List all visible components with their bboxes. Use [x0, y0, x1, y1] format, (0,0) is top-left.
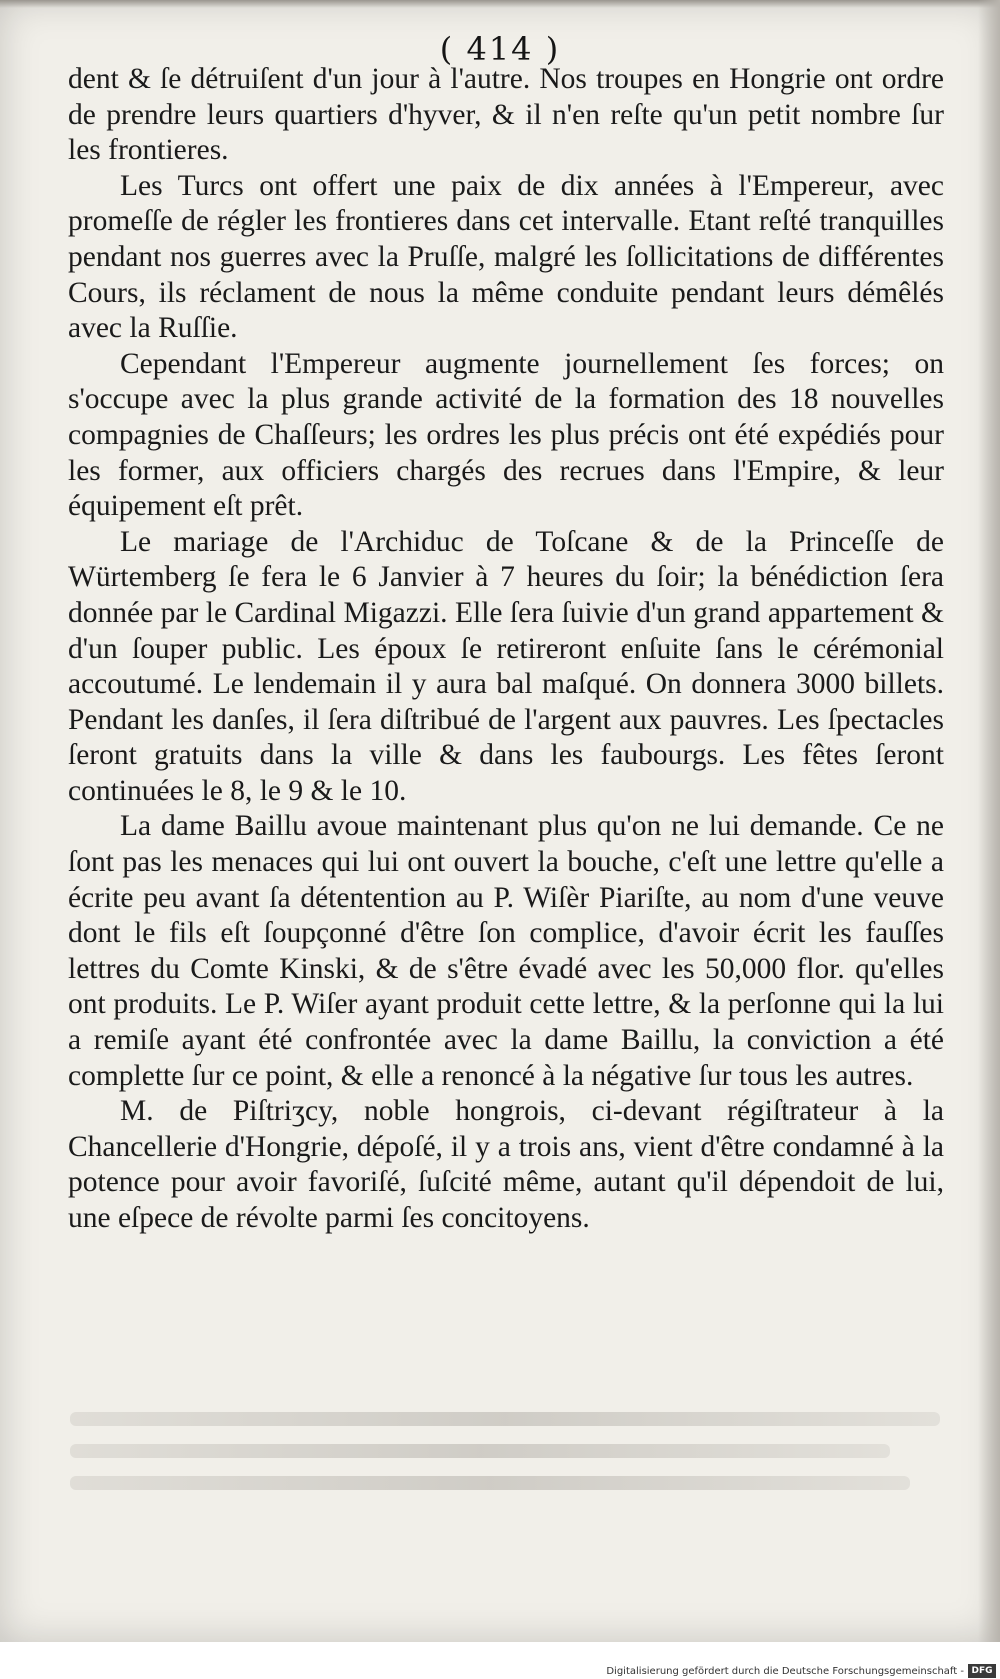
paragraph-2: Les Turcs ont offert une paix de dix années à l'Empereur, avec promeſſe de régler les frontieres dans cet intervalle. Etant reſté tranquilles pendant nos guerres avec la Pruſſe, malgré les ſollicitations de différentes Cours, ils réclament de nous la même conduite pendant leurs démêlés avec la Ruſſie. [68, 169, 944, 345]
dfg-logo: DFG [968, 1664, 996, 1678]
body-text [68, 62, 944, 1237]
page-number: ( 414 ) [439, 30, 561, 68]
show-through-line [70, 1476, 910, 1490]
show-through-line [70, 1444, 890, 1458]
funding-credit: Digitalisierung gefördert durch die Deutsche Forschungsgemeinschaft - [606, 1666, 964, 1677]
page-right-shadow [978, 0, 1000, 1642]
show-through-line [70, 1412, 940, 1426]
page-top-shadow [0, 0, 1000, 8]
paragraph-5: La dame Baillu avoue maintenant plus qu'on ne lui demande. Ce ne ſont pas les menaces qui lui ont ouvert la bouche, c'eſt une lettre qu'elle a écrite peu avant ſa détentention au P. Wiſèr Piariſte, au nom d'une veuve dont le fils eſt ſoupçonné d'être ſon complice, d'avoir écrit les fauſſes lettres du Comte Kinski, & de s'être évadé avec les 50,000 flor. qu'elles ont produits. Le P. Wiſer ayant produit cette lettre, & la perſonne qui la lui a remiſe ayant été confrontée avec la dame Baillu, la conviction a été complette ſur ce point, & elle a renoncé à la négative ſur tous les autres. [68, 810, 944, 1092]
paragraph-4: Le mariage de l'Archiduc de Toſcane & de la Princeſſe de Würtemberg ſe fera le 6 Janvier à 7 heures du ſoir; la bénédiction ſera donnée par le Cardinal Migazzi. Elle ſera ſuivie d'un grand appartement & d'un ſouper public. Les époux ſe retireront enſuite ſans le cérémonial accoutumé. Le lendemain il y aura bal maſqué. On donnera 3000 billets. Pendant les danſes, il ſera diſtribué de l'argent aux pauvres. Les ſpectacles ſeront gratuits dans la ville & dans les faubourgs. Les fêtes ſeront continuées le 8, le 9 & le 10. [68, 525, 944, 807]
paragraph-6: M. de Piſtriʒcy, noble hongrois, ci-devant régiſtrateur à la Chancellerie d'Hongrie, dépoſé, il y a trois ans, vient d'être condamné à la potence pour avoir favoriſé, ſuſcité même, autant qu'il dépendoit de lui, une eſpece de révolte parmi ſes concitoyens. [68, 1095, 944, 1234]
paragraph-1: dent & ſe détruiſent d'un jour à l'autre. Nos troupes en Hongrie ont ordre de prendre leurs quartiers d'hyver, & il n'en reſte qu'un petit nombre ſur les frontieres. [68, 63, 944, 167]
paragraph-3: Cependant l'Empereur augmente journellement ſes forces; on s'occupe avec la plus grande activité de la formation des 18 nouvelles compagnies de Chaſſeurs; les ordres les plus précis ont été expédiés pour les former, aux officiers chargés des recrues dans l'Empire, & leur équipement eſt prêt. [68, 347, 944, 523]
